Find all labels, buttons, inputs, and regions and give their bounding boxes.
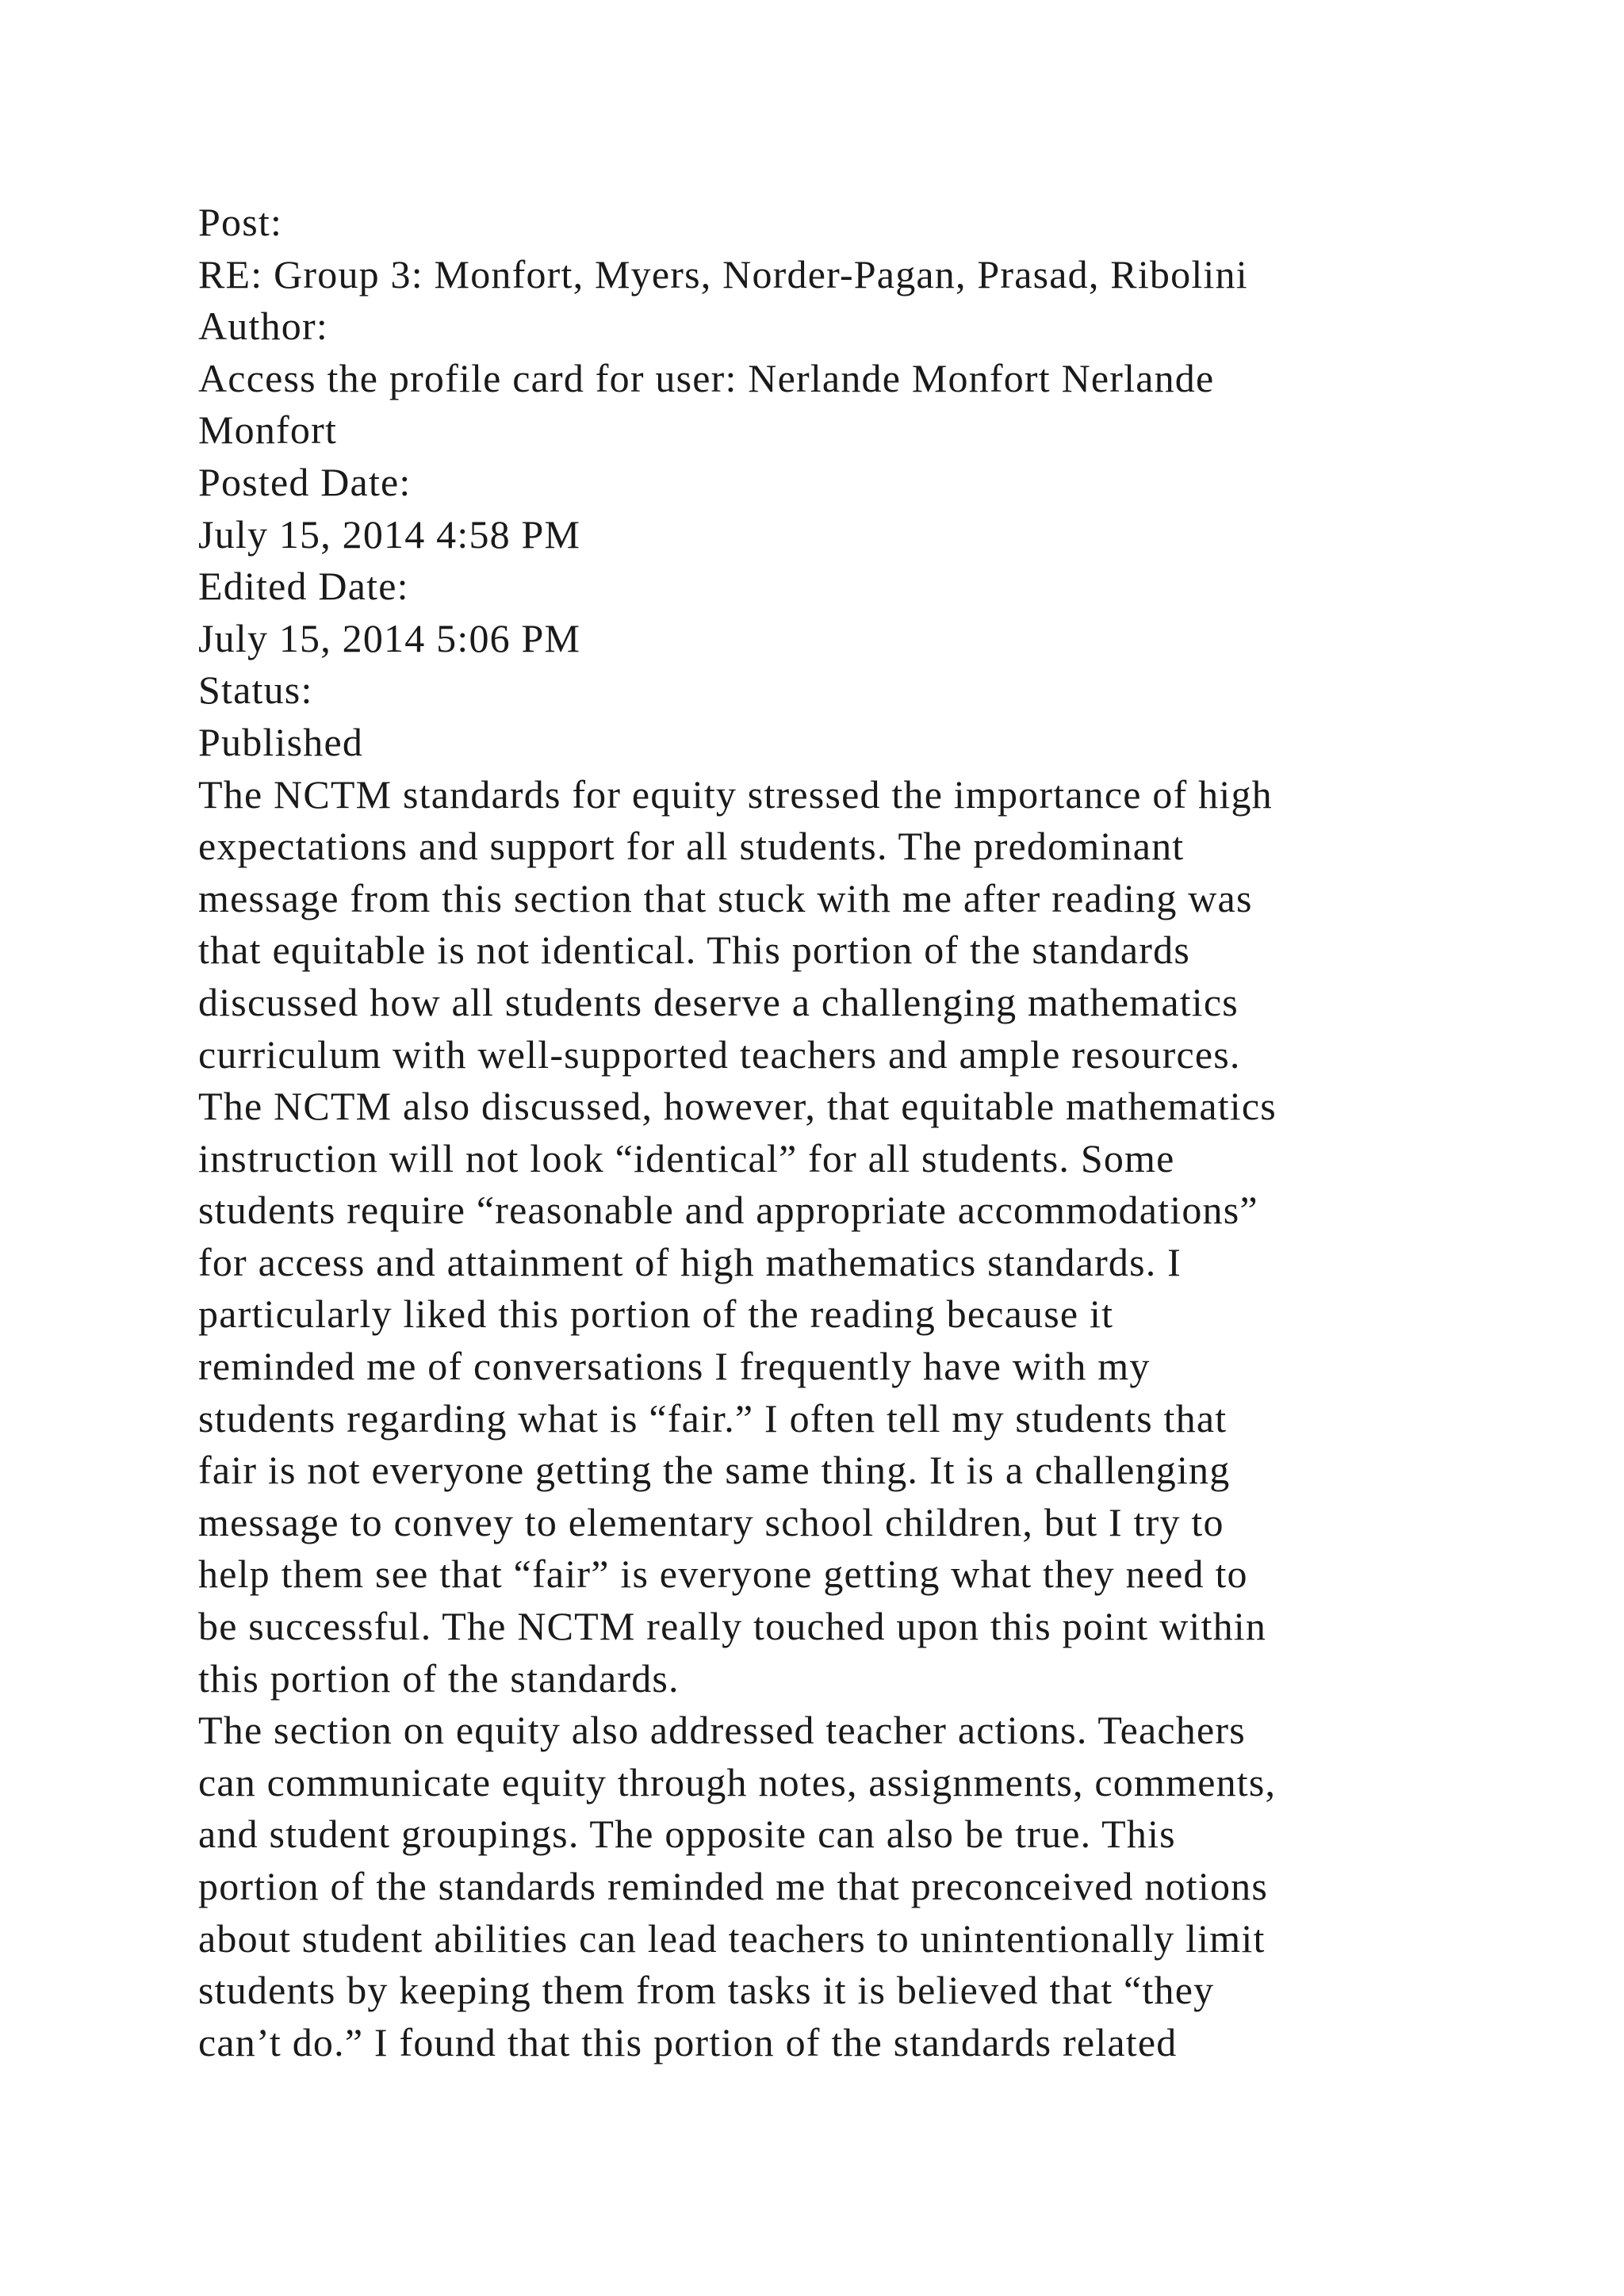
status-label: Status: <box>198 668 313 713</box>
body-line: students require “reasonable and appropriate accommodations” <box>198 1188 1258 1233</box>
body-line: The NCTM also discussed, however, that equitable mathematics <box>198 1084 1277 1129</box>
body-line: that equitable is not identical. This portion of the standards <box>198 928 1191 973</box>
body-line: for access and attainment of high mathematics standards. I <box>198 1239 1182 1284</box>
post-body-paragraph-2 <box>198 1705 1483 2068</box>
posted-date: July 15, 2014 4:58 PM <box>198 511 581 557</box>
body-line: reminded me of conversations I frequently have with my <box>198 1344 1151 1389</box>
discussion-post <box>198 197 1483 2068</box>
body-line: portion of the standards reminded me that preconceived notions <box>198 1864 1269 1908</box>
post-title: RE: Group 3: Monfort, Myers, Norder-Pagan, Prasad, Ribolini <box>198 251 1248 297</box>
body-line: The section on equity also addressed teacher actions. Teachers <box>198 1708 1246 1753</box>
body-line: this portion of the standards. <box>198 1655 680 1701</box>
body-line: can communicate equity through notes, assignments, comments, <box>198 1759 1277 1804</box>
body-line: help them see that “fair” is everyone getting what they need to <box>198 1552 1248 1597</box>
body-line: and student groupings. The opposite can also be true. This <box>198 1812 1176 1857</box>
status-value: Published <box>198 719 364 764</box>
body-line: fair is not everyone getting the same thing. It is a challenging <box>198 1448 1231 1493</box>
body-line: students by keeping them from tasks it is believed that “they <box>198 1968 1215 2013</box>
body-line: students regarding what is “fair.” I often tell my students that <box>198 1395 1228 1441</box>
body-line: discussed how all students deserve a challenging mathematics <box>198 979 1239 1024</box>
body-line: about student abilities can lead teachers to unintentionally limit <box>198 1915 1266 1961</box>
author-label: Author: <box>198 304 328 349</box>
author-profile-link[interactable]: Access the profile card for user: Nerlande Monfort Nerlande <box>198 355 1215 400</box>
body-line: message to convey to elementary school children, but I try to <box>198 1499 1224 1544</box>
posted-date-label: Posted Date: <box>198 459 412 504</box>
body-line: message from this section that stuck with me after reading was <box>198 875 1253 920</box>
edited-date: July 15, 2014 5:06 PM <box>198 615 581 660</box>
body-line: The NCTM standards for equity stressed the importance of high <box>198 771 1273 817</box>
body-line: can’t do.” I found that this portion of the standards related <box>198 2019 1178 2064</box>
body-line: expectations and support for all students. The predominant <box>198 824 1185 869</box>
post-body-paragraph-1 <box>198 769 1483 1705</box>
body-line: instruction will not look “identical” for all students. Some <box>198 1135 1175 1181</box>
body-line: particularly liked this portion of the reading because it <box>198 1292 1114 1337</box>
body-line: be successful. The NCTM really touched upon this point within <box>198 1604 1267 1649</box>
edited-date-label: Edited Date: <box>198 564 409 609</box>
author-name: Monfort <box>198 408 338 453</box>
post-label: Post: <box>198 200 283 244</box>
body-line: curriculum with well-supported teachers and ample resources. <box>198 1031 1241 1077</box>
